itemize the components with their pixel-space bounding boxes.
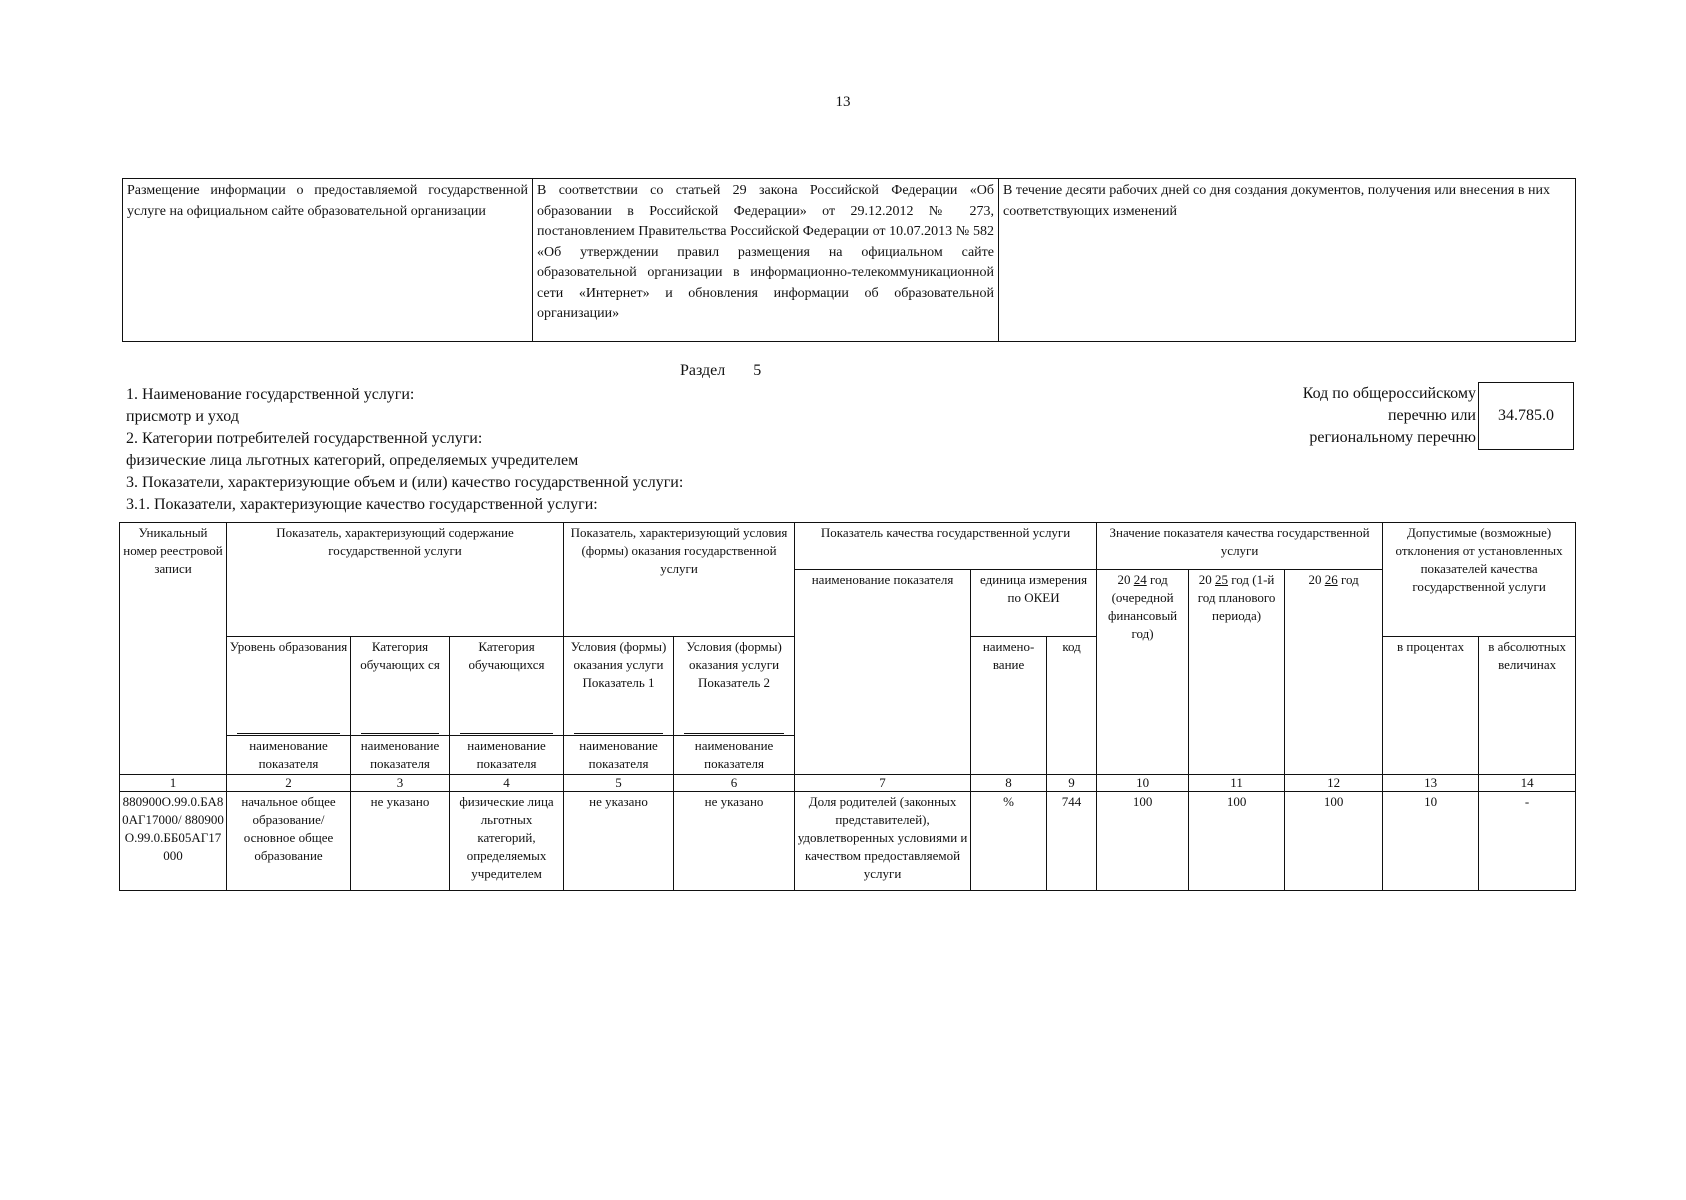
cell-absolute: - bbox=[1479, 792, 1576, 891]
header-level: Уровень образования bbox=[227, 637, 351, 736]
line-indicators: 3. Показатели, характеризующие объем и (или) качество государственной услуги: bbox=[126, 474, 684, 491]
col-num-2: 2 bbox=[227, 775, 351, 792]
col-num-11: 11 bbox=[1189, 775, 1285, 792]
cell-unit-name: % bbox=[971, 792, 1047, 891]
cell-condition-1: не указано bbox=[564, 792, 674, 891]
column-numbers-row bbox=[120, 775, 1576, 792]
header-year-1: 20 24 год (очередной финансовый год) bbox=[1097, 570, 1189, 775]
line-service-name-label: 1. Наименование государственной услуги: bbox=[126, 386, 415, 403]
col-num-4: 4 bbox=[450, 775, 564, 792]
page-number: 13 bbox=[835, 94, 851, 110]
header-value: Значение показателя качества государственной услуги bbox=[1097, 523, 1383, 570]
cell-unique-number: 880900О.99.0.БА80АГ17000/ 880900О.99.0.ББ05АГ17000 bbox=[120, 792, 227, 891]
header-unit: единица измерения по ОКЕИ bbox=[971, 570, 1097, 637]
header-quality: Показатель качества государственной услуги bbox=[795, 523, 1097, 570]
subheader-name-1: наименование показателя bbox=[227, 736, 351, 775]
info-cell-basis: В соответствии со статьей 29 закона Российской Федерации «Об образовании в Российской Федерации» от 29.12.2012 № 273, постановлением Правительства Российской Федерации от 10.07.2013 № 582 «Об утверждении правил размещения на официальном сайте образовательной организации в информационно-телекоммуникационной сети «Интернет» и обновления информации об образовательной организации» bbox=[533, 179, 999, 342]
header-category-1: Категория обучающих ся bbox=[351, 637, 450, 736]
header-percent: в процентах bbox=[1383, 637, 1479, 775]
info-cell-activity: Размещение информации о предоставляемой государственной услуге на официальном сайте образовательной организации bbox=[123, 179, 533, 342]
code-value-box bbox=[1478, 382, 1574, 450]
header-content: Показатель, характеризующий содержание государственной услуги bbox=[227, 523, 564, 637]
col-num-7: 7 bbox=[795, 775, 971, 792]
col-num-14: 14 bbox=[1479, 775, 1576, 792]
cell-unit-code: 744 bbox=[1047, 792, 1097, 891]
col-num-9: 9 bbox=[1047, 775, 1097, 792]
header-condition-1: Условия (формы) оказания услуги Показатель 1 bbox=[564, 637, 674, 736]
info-table bbox=[122, 178, 1576, 342]
service-description bbox=[126, 384, 1026, 516]
cell-year-3: 100 bbox=[1285, 792, 1383, 891]
subheader-name-4: наименование показателя bbox=[564, 736, 674, 775]
line-service-name: присмотр и уход bbox=[126, 408, 239, 425]
header-year-2: 20 25 год (1-й год планового периода) bbox=[1189, 570, 1285, 775]
subheader-name-2: наименование показателя bbox=[351, 736, 450, 775]
cell-category-1: не указано bbox=[351, 792, 450, 891]
header-deviation: Допустимые (возможные) отклонения от установленных показателей качества государственной услуги bbox=[1383, 523, 1576, 637]
info-cell-deadline: В течение десяти рабочих дней со дня создания документов, получения или внесения в них соответствующих изменений bbox=[999, 179, 1576, 342]
cell-level: начальное общее образование/основное общее образование bbox=[227, 792, 351, 891]
col-num-6: 6 bbox=[674, 775, 795, 792]
header-unique-number: Уникальный номер реестровой записи bbox=[120, 523, 227, 775]
col-num-13: 13 bbox=[1383, 775, 1479, 792]
header-absolute: в абсолютных величинах bbox=[1479, 637, 1576, 775]
cell-percent: 10 bbox=[1383, 792, 1479, 891]
col-num-10: 10 bbox=[1097, 775, 1189, 792]
cell-category-2: физические лица льготных категорий, определяемых учредителем bbox=[450, 792, 564, 891]
header-indicator-name: наименование показателя bbox=[795, 570, 971, 775]
code-value: 34.785.0 bbox=[1498, 407, 1554, 424]
section-number: 5 bbox=[753, 362, 762, 379]
quality-table bbox=[119, 522, 1576, 891]
col-num-1: 1 bbox=[120, 775, 227, 792]
cell-condition-2: не указано bbox=[674, 792, 795, 891]
col-num-3: 3 bbox=[351, 775, 450, 792]
header-condition-2: Условия (формы) оказания услуги Показатель 2 bbox=[674, 637, 795, 736]
subheader-name-5: наименование показателя bbox=[674, 736, 795, 775]
table-row bbox=[120, 792, 1576, 891]
line-consumers-label: 2. Категории потребителей государственной услуги: bbox=[126, 430, 483, 447]
code-label: Код по общероссийскому перечню или региональному перечню bbox=[1302, 385, 1476, 446]
header-category-2: Категория обучающихся bbox=[450, 637, 564, 736]
section-heading bbox=[680, 362, 761, 380]
cell-year-1: 100 bbox=[1097, 792, 1189, 891]
col-num-8: 8 bbox=[971, 775, 1047, 792]
header-conditions: Показатель, характеризующий условия (формы) оказания государственной услуги bbox=[564, 523, 795, 637]
col-num-12: 12 bbox=[1285, 775, 1383, 792]
line-quality-indicators: 3.1. Показатели, характеризующие качество государственной услуги: bbox=[126, 496, 598, 513]
header-unit-name: наимено-вание bbox=[971, 637, 1047, 775]
line-consumers: физические лица льготных категорий, определяемых учредителем bbox=[126, 452, 579, 469]
section-label: Раздел bbox=[680, 362, 726, 379]
cell-indicator-name: Доля родителей (законных представителей), удовлетворенных условиями и качеством предоставляемой услуги bbox=[795, 792, 971, 891]
header-year-3: 20 26 год bbox=[1285, 570, 1383, 775]
subheader-name-3: наименование показателя bbox=[450, 736, 564, 775]
cell-year-2: 100 bbox=[1189, 792, 1285, 891]
header-unit-code: код bbox=[1047, 637, 1097, 775]
col-num-5: 5 bbox=[564, 775, 674, 792]
